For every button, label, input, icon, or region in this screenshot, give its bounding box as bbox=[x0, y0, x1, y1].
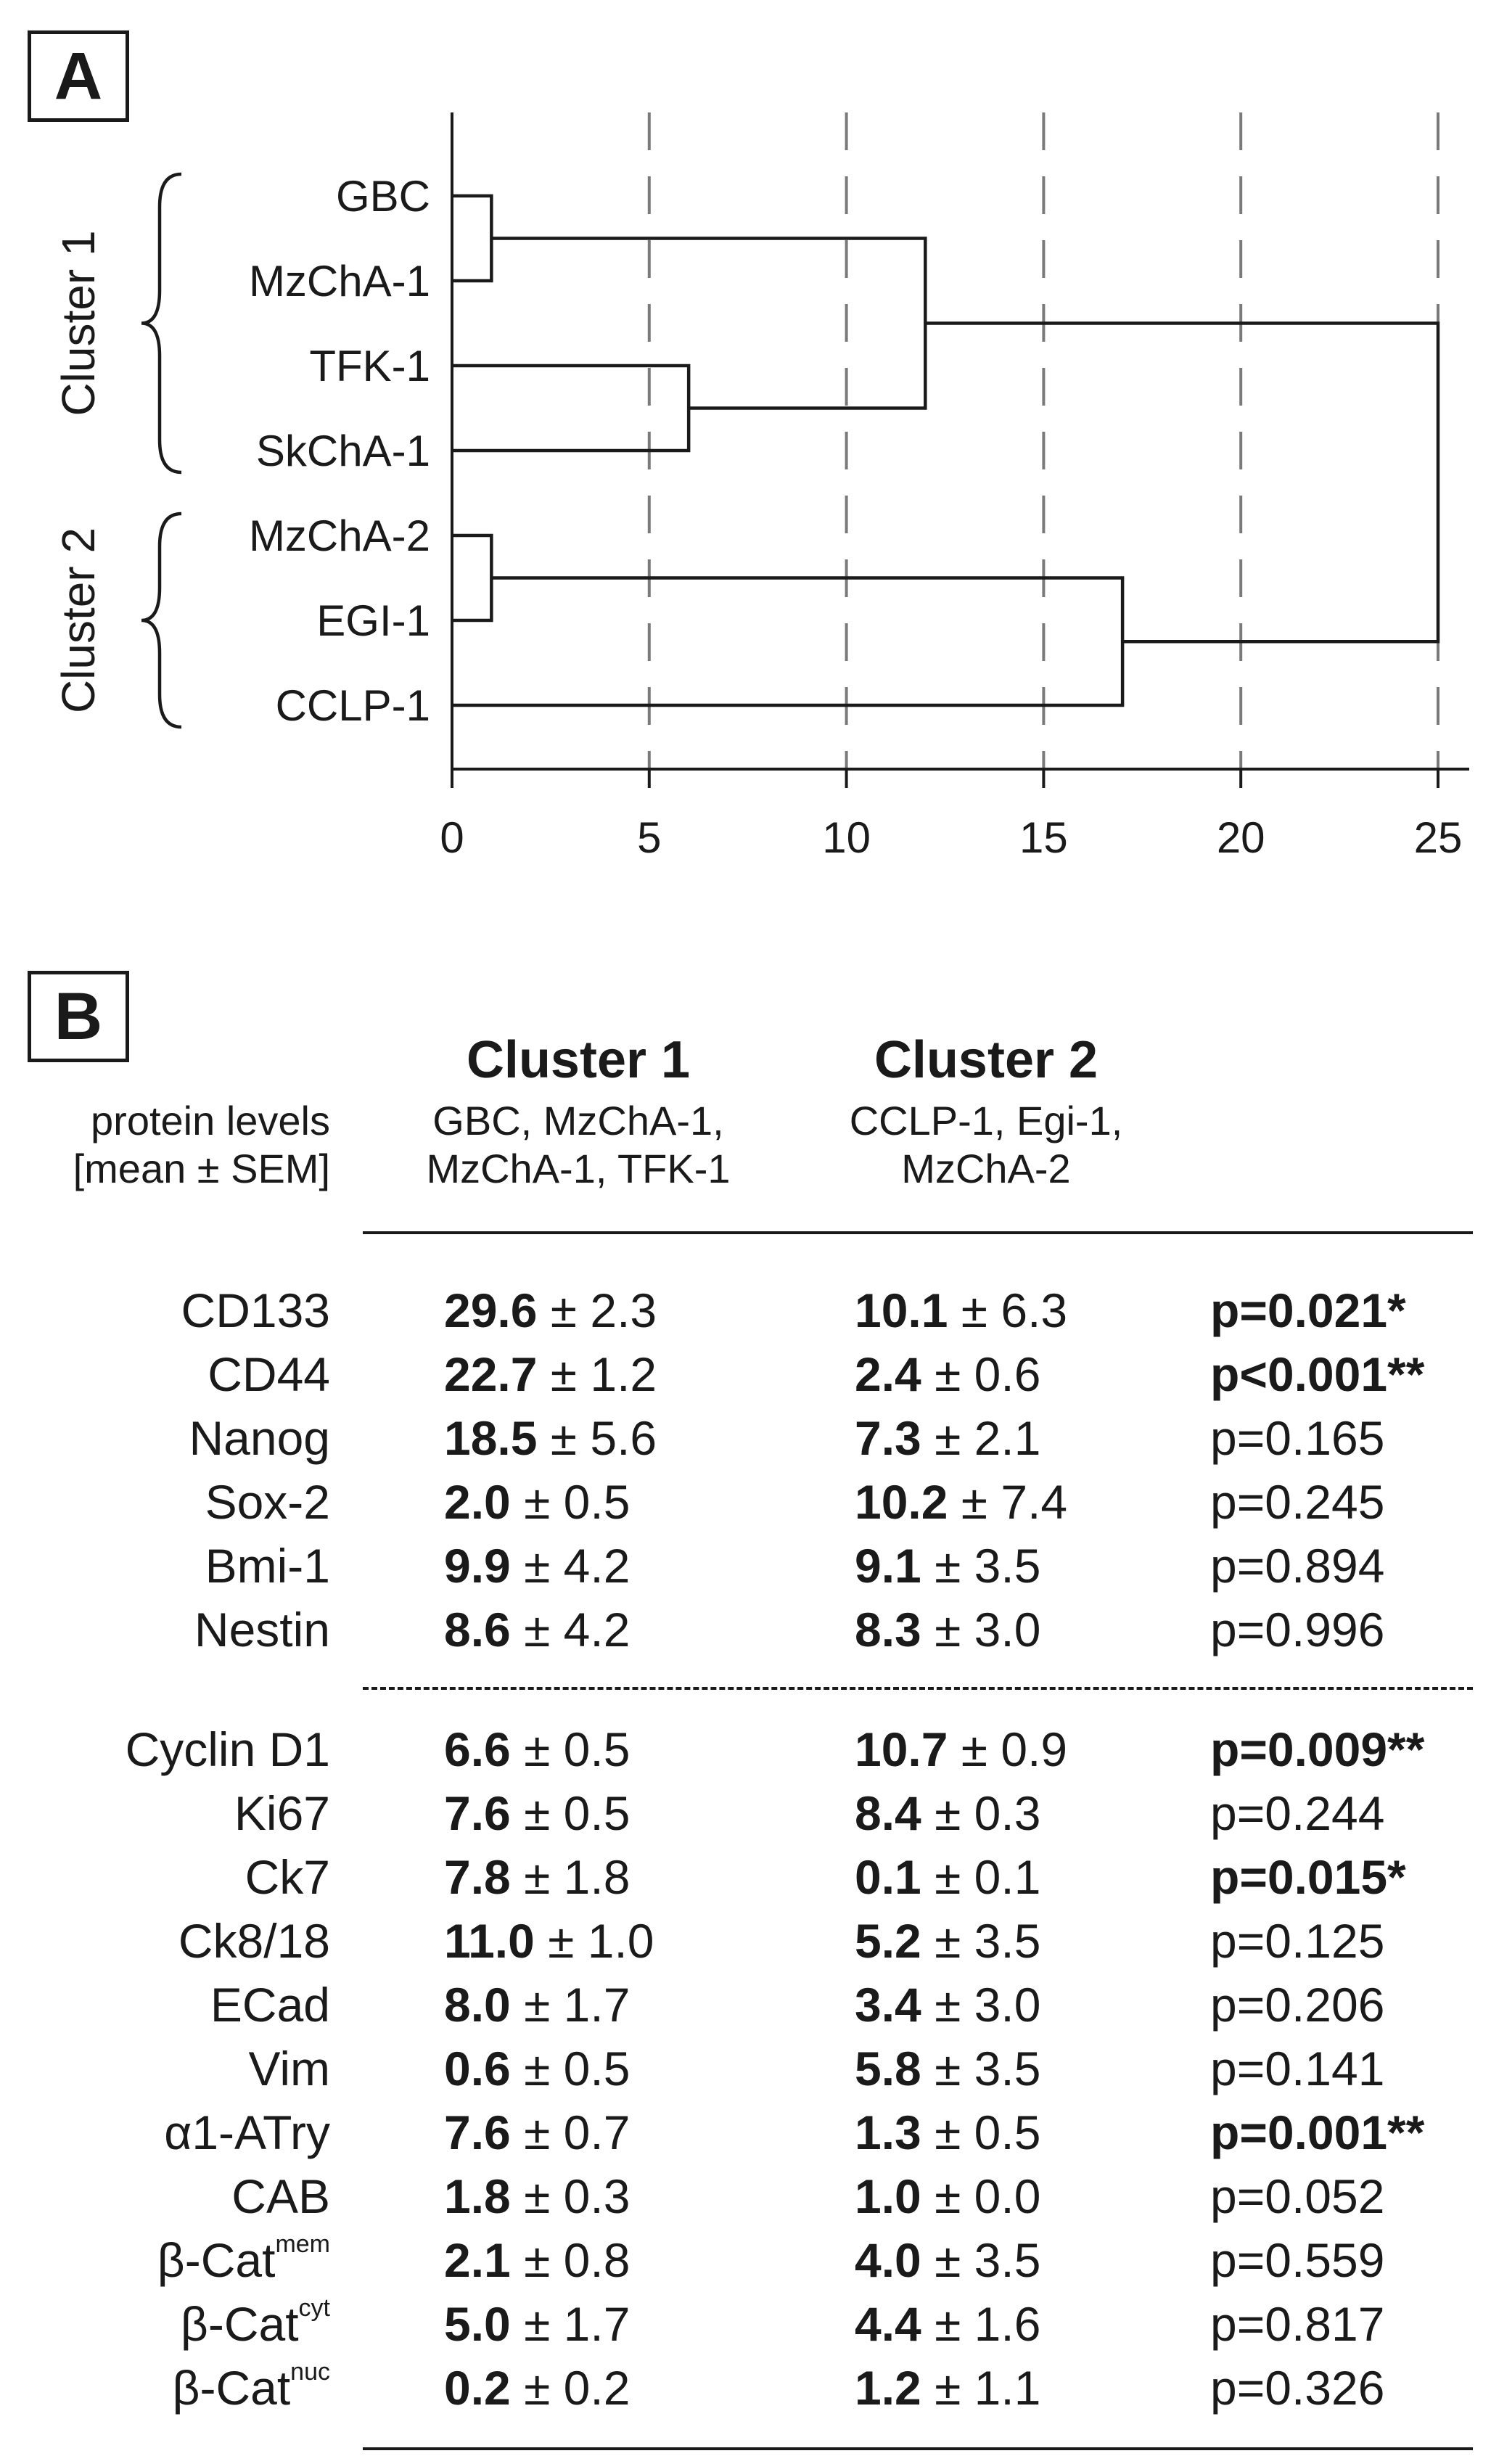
marker-name bbox=[173, 2356, 330, 2420]
p-value bbox=[1210, 2292, 1384, 2356]
cluster1-mean: 9.9 bbox=[444, 1539, 511, 1593]
cluster1-mean: 2.0 bbox=[444, 1475, 511, 1529]
cluster2-mean: 5.8 bbox=[855, 2042, 921, 2095]
table-row bbox=[0, 1534, 1491, 1598]
header-rule bbox=[363, 1231, 1473, 1234]
p-value-text: p=0.245 bbox=[1210, 1475, 1385, 1529]
p-value bbox=[1210, 1973, 1384, 2037]
cluster1-sem: ± 1.0 bbox=[534, 1914, 654, 1968]
marker-label: Bmi-1 bbox=[205, 1539, 330, 1593]
cluster2-value bbox=[855, 1278, 1067, 1342]
p-value-text: p<0.001 bbox=[1210, 1347, 1388, 1401]
marker-name bbox=[181, 2292, 330, 2356]
cluster2-sem: ± 0.5 bbox=[921, 2106, 1041, 2159]
cluster2-sem: ± 0.3 bbox=[921, 1786, 1041, 1840]
leaf-label: GBC bbox=[335, 172, 430, 221]
cluster1-value bbox=[444, 1845, 630, 1909]
marker-name bbox=[164, 2100, 330, 2164]
marker-name bbox=[231, 2164, 330, 2228]
marker-name bbox=[210, 1973, 330, 2037]
marker-superscript: nuc bbox=[290, 2358, 330, 2386]
p-value bbox=[1210, 1406, 1384, 1470]
significance-stars: ** bbox=[1387, 2106, 1425, 2159]
marker-label: Sox-2 bbox=[205, 1475, 330, 1529]
cluster2-mean: 7.3 bbox=[855, 1411, 921, 1465]
p-value-text: p=0.009 bbox=[1210, 1722, 1388, 1776]
p-value-text: p=0.021 bbox=[1210, 1284, 1388, 1337]
col1-subtitle bbox=[375, 1097, 781, 1193]
p-value-text: p=0.015 bbox=[1210, 1850, 1388, 1904]
cluster2-value bbox=[855, 1406, 1040, 1470]
leaf-label: MzChA-1 bbox=[248, 257, 430, 305]
cluster1-sem: ± 0.5 bbox=[510, 2042, 631, 2095]
x-tick-label: 20 bbox=[1216, 813, 1265, 862]
p-value bbox=[1210, 1845, 1406, 1909]
marker-label: Cyclin D1 bbox=[125, 1722, 330, 1776]
cluster1-sem: ± 0.5 bbox=[510, 1475, 631, 1529]
significance-stars: ** bbox=[1387, 1347, 1425, 1401]
table-row bbox=[0, 2100, 1491, 2164]
cluster2-mean: 1.3 bbox=[855, 2106, 921, 2159]
marker-label: Nestin bbox=[194, 1603, 330, 1656]
cluster1-mean: 22.7 bbox=[444, 1347, 538, 1401]
x-tick-label: 10 bbox=[822, 813, 871, 862]
row-header-line2: [mean ± SEM] bbox=[73, 1146, 330, 1191]
p-value bbox=[1210, 2228, 1384, 2292]
cluster1-sem: ± 1.8 bbox=[510, 1850, 631, 1904]
table-row bbox=[0, 1973, 1491, 2037]
col1-sub-line1: GBC, MzChA-1, bbox=[432, 1098, 724, 1143]
marker-name bbox=[208, 1342, 330, 1406]
cluster2-mean: 5.2 bbox=[855, 1914, 921, 1968]
marker-label: CD133 bbox=[181, 1284, 330, 1337]
cluster1-mean: 11.0 bbox=[444, 1914, 535, 1968]
cluster2-mean: 8.3 bbox=[855, 1603, 921, 1656]
cluster1-sem: ± 1.7 bbox=[510, 1978, 631, 2032]
cluster1-value bbox=[444, 2037, 630, 2100]
cluster1-sem: ± 0.8 bbox=[510, 2233, 631, 2287]
cluster2-mean: 1.2 bbox=[855, 2361, 921, 2415]
table-row bbox=[0, 1909, 1491, 1973]
marker-label: CAB bbox=[231, 2169, 330, 2223]
cluster1-sem: ± 4.2 bbox=[510, 1539, 631, 1593]
cluster2-value bbox=[855, 1909, 1040, 1973]
table-row bbox=[0, 2292, 1491, 2356]
marker-label: Ki67 bbox=[234, 1786, 330, 1840]
cluster2-sem: ± 3.5 bbox=[921, 1914, 1041, 1968]
cluster1-mean: 6.6 bbox=[444, 1722, 511, 1776]
cluster1-sem: ± 0.7 bbox=[510, 2106, 631, 2159]
table-row bbox=[0, 2164, 1491, 2228]
leaf-label: EGI-1 bbox=[316, 596, 430, 645]
p-value-text: p=0.165 bbox=[1210, 1411, 1385, 1465]
p-value bbox=[1210, 2164, 1384, 2228]
table-row bbox=[0, 1598, 1491, 1662]
marker-name bbox=[157, 2228, 330, 2292]
p-value-text: p=0.326 bbox=[1210, 2361, 1385, 2415]
marker-name bbox=[205, 1534, 330, 1598]
panel-a-label: A bbox=[28, 30, 129, 122]
cluster1-mean: 5.0 bbox=[444, 2297, 511, 2351]
cluster1-value bbox=[444, 1909, 654, 1973]
cluster1-mean: 29.6 bbox=[444, 1284, 538, 1337]
cluster-label: Cluster 1 bbox=[52, 230, 104, 416]
cluster2-value bbox=[855, 2292, 1040, 2356]
cluster2-sem: ± 3.0 bbox=[921, 1978, 1041, 2032]
cluster1-sem: ± 2.3 bbox=[537, 1284, 657, 1337]
p-value bbox=[1210, 1470, 1384, 1534]
cluster2-mean: 3.4 bbox=[855, 1978, 921, 2032]
cluster2-value bbox=[855, 1845, 1040, 1909]
p-value-text: p=0.996 bbox=[1210, 1603, 1385, 1656]
cluster2-mean: 8.4 bbox=[855, 1786, 921, 1840]
cluster1-value bbox=[444, 1342, 657, 1406]
p-value-text: p=0.817 bbox=[1210, 2297, 1385, 2351]
p-value-text: p=0.244 bbox=[1210, 1786, 1385, 1840]
table-row bbox=[0, 1845, 1491, 1909]
cluster2-mean: 2.4 bbox=[855, 1347, 921, 1401]
cluster1-value bbox=[444, 1598, 630, 1662]
p-value-text: p=0.559 bbox=[1210, 2233, 1385, 2287]
table-row bbox=[0, 1470, 1491, 1534]
p-value bbox=[1210, 1278, 1406, 1342]
marker-superscript: cyt bbox=[298, 2294, 330, 2322]
cluster2-value bbox=[855, 1470, 1067, 1534]
marker-label: Ck8/18 bbox=[178, 1914, 330, 1968]
cluster2-mean: 4.0 bbox=[855, 2233, 921, 2287]
cluster2-value bbox=[855, 2100, 1040, 2164]
table-row bbox=[0, 2228, 1491, 2292]
row-header bbox=[73, 1097, 330, 1193]
cluster2-mean: 10.1 bbox=[855, 1284, 948, 1337]
p-value-text: p=0.206 bbox=[1210, 1978, 1385, 2032]
cluster1-value bbox=[444, 2164, 630, 2228]
cluster2-sem: ± 3.5 bbox=[921, 2233, 1041, 2287]
significance-stars: * bbox=[1387, 1850, 1406, 1904]
cluster2-value bbox=[855, 2164, 1040, 2228]
table-row bbox=[0, 2356, 1491, 2420]
cluster1-value bbox=[444, 2228, 630, 2292]
cluster1-sem: ± 0.5 bbox=[510, 1722, 631, 1776]
cluster2-sem: ± 0.9 bbox=[948, 1722, 1068, 1776]
cluster1-sem: ± 0.2 bbox=[510, 2361, 631, 2415]
leaf-label: TFK-1 bbox=[309, 342, 430, 390]
cluster2-mean: 9.1 bbox=[855, 1539, 921, 1593]
cluster2-value bbox=[855, 1973, 1040, 2037]
cluster1-mean: 7.8 bbox=[444, 1850, 511, 1904]
marker-name bbox=[194, 1598, 330, 1662]
marker-label: β-Cat bbox=[157, 2233, 276, 2287]
cluster2-value bbox=[855, 1598, 1040, 1662]
leaf-label: CCLP-1 bbox=[275, 681, 430, 730]
marker-name bbox=[249, 2037, 330, 2100]
cluster1-sem: ± 1.2 bbox=[537, 1347, 657, 1401]
p-value-text: p=0.052 bbox=[1210, 2169, 1385, 2223]
cluster2-sem: ± 0.0 bbox=[921, 2169, 1041, 2223]
marker-label: Nanog bbox=[189, 1411, 330, 1465]
col1-sub-line2: MzChA-1, TFK-1 bbox=[426, 1146, 731, 1191]
x-tick-label: 5 bbox=[637, 813, 662, 862]
p-value bbox=[1210, 2100, 1424, 2164]
cluster2-sem: ± 6.3 bbox=[948, 1284, 1068, 1337]
marker-name bbox=[126, 1717, 330, 1781]
marker-label: α1-ATry bbox=[164, 2106, 330, 2159]
cluster1-mean: 7.6 bbox=[444, 1786, 511, 1840]
cluster1-mean: 1.8 bbox=[444, 2169, 511, 2223]
marker-name bbox=[189, 1406, 331, 1470]
table-row bbox=[0, 1342, 1491, 1406]
marker-name bbox=[178, 1909, 330, 1973]
marker-label: β-Cat bbox=[180, 2297, 299, 2351]
col2-title: Cluster 2 bbox=[874, 1031, 1098, 1089]
p-value bbox=[1210, 1342, 1424, 1406]
cluster1-value bbox=[444, 2356, 630, 2420]
cluster2-sem: ± 7.4 bbox=[948, 1475, 1068, 1529]
cluster2-value bbox=[855, 2037, 1040, 2100]
cluster1-value bbox=[444, 1973, 630, 2037]
cluster2-sem: ± 0.6 bbox=[921, 1347, 1041, 1401]
col2-subtitle bbox=[783, 1097, 1189, 1193]
cluster1-sem: ± 4.2 bbox=[510, 1603, 631, 1656]
group-separator bbox=[363, 1687, 1473, 1690]
table-row bbox=[0, 2037, 1491, 2100]
cluster1-mean: 18.5 bbox=[444, 1411, 538, 1465]
bottom-rule bbox=[363, 2447, 1473, 2450]
p-value bbox=[1210, 1534, 1384, 1598]
p-value bbox=[1210, 1909, 1384, 1973]
p-value bbox=[1210, 2037, 1384, 2100]
col2-sub-line1: CCLP-1, Egi-1, bbox=[849, 1098, 1123, 1143]
marker-label: Ck7 bbox=[245, 1850, 330, 1904]
leaf-label: MzChA-2 bbox=[248, 512, 430, 560]
leaf-label: SkChA-1 bbox=[255, 427, 430, 475]
significance-stars: * bbox=[1387, 1284, 1406, 1337]
cluster2-value bbox=[855, 1534, 1040, 1598]
marker-label: ECad bbox=[210, 1978, 330, 2032]
marker-name bbox=[234, 1781, 330, 1845]
marker-label: β-Cat bbox=[172, 2361, 291, 2415]
x-tick-label: 25 bbox=[1413, 813, 1463, 862]
p-value-text: p=0.001 bbox=[1210, 2106, 1388, 2159]
cluster2-value bbox=[855, 2356, 1040, 2420]
p-value bbox=[1210, 2356, 1384, 2420]
cluster1-mean: 7.6 bbox=[444, 2106, 511, 2159]
marker-label: Vim bbox=[248, 2042, 330, 2095]
cluster2-sem: ± 3.5 bbox=[921, 1539, 1041, 1593]
col2-sub-line2: MzChA-2 bbox=[901, 1146, 1071, 1191]
cluster2-mean: 10.7 bbox=[855, 1722, 948, 1776]
p-value bbox=[1210, 1717, 1424, 1781]
cluster1-value bbox=[444, 1534, 630, 1598]
cluster2-value bbox=[855, 2228, 1040, 2292]
cluster1-sem: ± 0.5 bbox=[510, 1786, 631, 1840]
col1-title: Cluster 1 bbox=[466, 1031, 691, 1089]
p-value-text: p=0.125 bbox=[1210, 1914, 1385, 1968]
cluster1-mean: 0.6 bbox=[444, 2042, 511, 2095]
cluster2-sem: ± 0.1 bbox=[921, 1850, 1041, 1904]
cluster2-mean: 4.4 bbox=[855, 2297, 921, 2351]
row-header-line1: protein levels bbox=[91, 1098, 330, 1143]
p-value bbox=[1210, 1598, 1384, 1662]
cluster2-sem: ± 2.1 bbox=[921, 1411, 1041, 1465]
marker-label: CD44 bbox=[208, 1347, 330, 1401]
table-row bbox=[0, 1781, 1491, 1845]
x-tick-label: 0 bbox=[440, 813, 464, 862]
significance-stars: ** bbox=[1387, 1722, 1425, 1776]
cluster1-mean: 0.2 bbox=[444, 2361, 511, 2415]
x-tick-label: 15 bbox=[1019, 813, 1068, 862]
cluster1-mean: 8.0 bbox=[444, 1978, 511, 2032]
marker-name bbox=[245, 1845, 330, 1909]
table-row bbox=[0, 1406, 1491, 1470]
cluster1-sem: ± 0.3 bbox=[510, 2169, 631, 2223]
cluster1-value bbox=[444, 2292, 630, 2356]
p-value bbox=[1210, 1781, 1384, 1845]
cluster2-value bbox=[855, 1342, 1040, 1406]
cluster1-mean: 2.1 bbox=[444, 2233, 511, 2287]
marker-name bbox=[205, 1470, 330, 1534]
cluster2-sem: ± 3.0 bbox=[921, 1603, 1041, 1656]
cluster1-sem: ± 5.6 bbox=[537, 1411, 657, 1465]
cluster2-mean: 1.0 bbox=[855, 2169, 921, 2223]
table-row bbox=[0, 1278, 1491, 1342]
cluster1-mean: 8.6 bbox=[444, 1603, 511, 1656]
marker-name bbox=[181, 1278, 330, 1342]
table-row bbox=[0, 1717, 1491, 1781]
cluster1-value bbox=[444, 2100, 630, 2164]
cluster1-value bbox=[444, 1781, 630, 1845]
p-value-text: p=0.141 bbox=[1210, 2042, 1385, 2095]
cluster1-sem: ± 1.7 bbox=[510, 2297, 631, 2351]
cluster2-value bbox=[855, 1717, 1067, 1781]
cluster1-value bbox=[444, 1717, 630, 1781]
cluster2-sem: ± 1.6 bbox=[921, 2297, 1041, 2351]
cluster2-mean: 10.2 bbox=[855, 1475, 948, 1529]
cluster2-sem: ± 3.5 bbox=[921, 2042, 1041, 2095]
cluster2-sem: ± 1.1 bbox=[921, 2361, 1041, 2415]
cluster1-value bbox=[444, 1470, 630, 1534]
cluster2-value bbox=[855, 1781, 1040, 1845]
cluster1-value bbox=[444, 1406, 657, 1470]
cluster1-value bbox=[444, 1278, 657, 1342]
cluster2-mean: 0.1 bbox=[855, 1850, 921, 1904]
cluster-label: Cluster 2 bbox=[52, 527, 104, 714]
marker-superscript: mem bbox=[275, 2230, 330, 2258]
panel-b-label: B bbox=[28, 971, 129, 1062]
p-value-text: p=0.894 bbox=[1210, 1539, 1385, 1593]
